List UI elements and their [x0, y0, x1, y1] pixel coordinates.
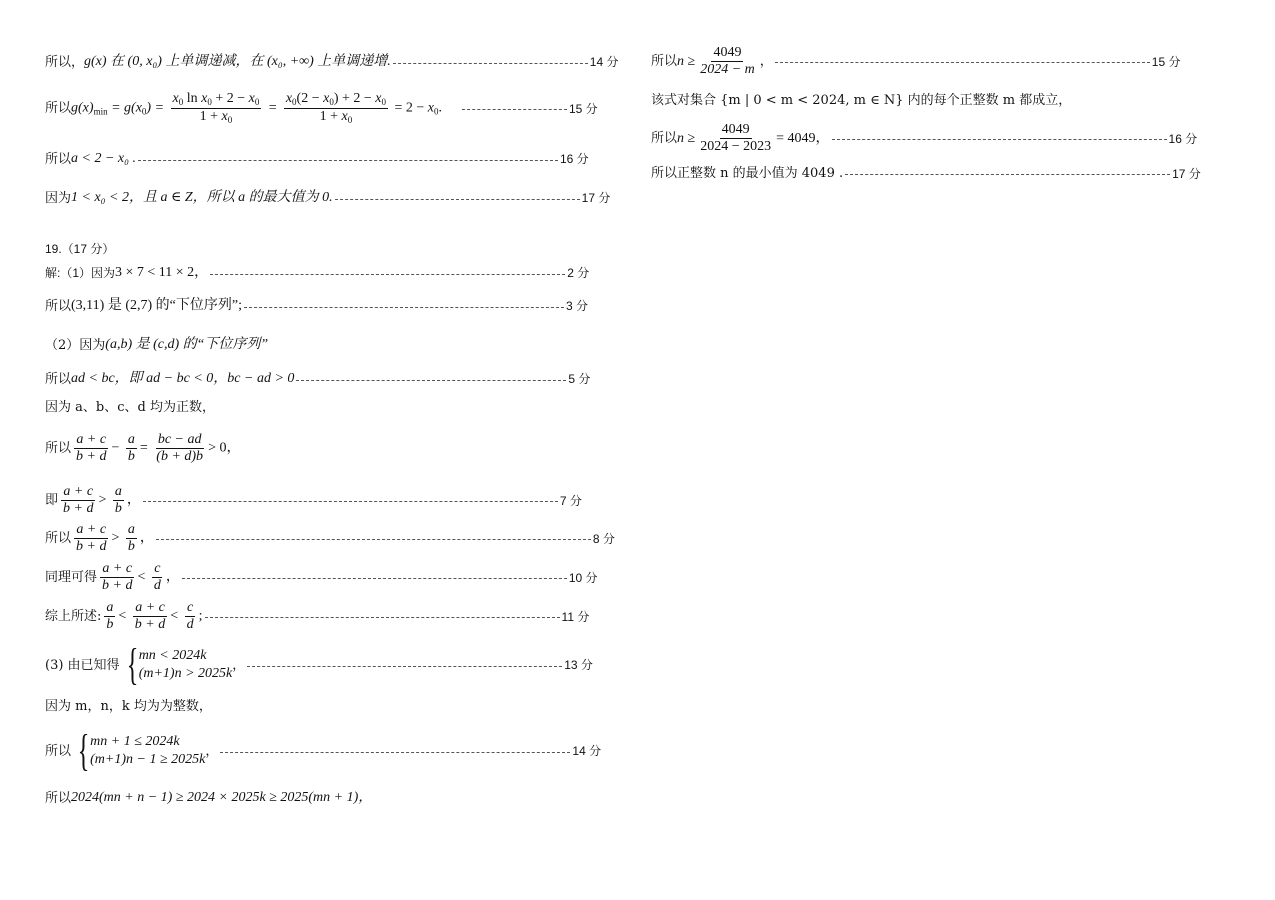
line-lower-seq: [45, 299, 588, 313]
line-text: 即: [45, 493, 59, 508]
line-a-max: [45, 191, 610, 205]
question-19-heading: 19.（17 分）: [45, 242, 115, 256]
line-ineq-1: [45, 485, 582, 516]
math-expr: 3 × 7 < 11 × 2，: [115, 265, 209, 280]
fraction: $\frac{c}{d}$: [186, 600, 194, 632]
line-text: ，: [759, 54, 773, 69]
line-text: 所以，: [45, 54, 85, 70]
math-expr: 1 < x₀ < 2，且 a ∈ Z，所以 a 的最大值为 0.: [71, 190, 333, 205]
math-expr: $\frac{a + c}{b + d}$ > $\frac{a}{b}$ ，: [76, 522, 154, 554]
math-expr: (a,b) 是 (c,d) 的“下位序列”: [105, 337, 269, 352]
system-row: (m+1)n > 2025k: [138, 666, 233, 681]
fraction: $\frac{x_0(2 - x_0) + 2 - x_0}{1 + x_0}$: [285, 91, 386, 125]
line-text: 所以: [45, 298, 72, 314]
line-min-n: [651, 167, 1201, 180]
system-row: mn < 2024k: [138, 648, 207, 663]
line-text: 因为: [45, 190, 72, 206]
fraction: $\frac{a}{b}$: [114, 484, 122, 516]
fraction: $\frac{a + c}{b + d}$: [76, 432, 107, 464]
score-label: 7 分: [559, 493, 582, 508]
dash-leader: [296, 380, 566, 381]
dash-leader: [247, 666, 562, 667]
score-label: 2 分: [567, 266, 590, 280]
math-expr: $\frac{a + c}{b + d}$ − $\frac{a}{b}$ = $\frac{bc - ad}{(b + d)b}$ > 0，: [76, 432, 241, 464]
line-integer-system: 所以 { mn + 1 ≤ 2024k (m+1)n − 1 ≥ 2025k ， 14 分: [45, 726, 602, 775]
line-text: 同理可得: [45, 570, 98, 585]
line-monotonicity: [45, 55, 618, 69]
line-text: 所以: [45, 371, 72, 387]
math-expr: $g(x)_{min} = g(x_0)$ = $\frac{x_0 \ln x_0 + 2 - x_0}{1 + x_0}$ = $\frac{x_0(2 - x_0) + 2 - x_0}{1 + x_0}$ = $2 - x_0$.: [71, 91, 442, 125]
line-text: 所以: [45, 101, 72, 116]
fraction-denominator: 2024 − 2023: [700, 139, 772, 154]
score-label: 14 分: [589, 55, 619, 69]
line-ineq-3: [45, 562, 598, 593]
dash-leader: [775, 62, 1150, 63]
fraction: $\frac{a}{b}$: [127, 432, 135, 464]
math-expr: = 4049，: [776, 130, 830, 146]
dash-leader: [244, 307, 564, 308]
line-text: 所以: [45, 441, 72, 456]
fraction: $\frac{a + c}{b + d}$: [134, 600, 166, 632]
line-text: （2）因为: [45, 337, 106, 353]
dash-leader: [845, 174, 1170, 175]
fraction: $\frac{bc - ad}{(b + d)b}$: [156, 432, 204, 464]
dash-leader: [156, 539, 591, 540]
score-label: 13 分: [564, 658, 593, 672]
dash-leader: [143, 501, 558, 502]
system-brace: { mn + 1 ≤ 2024k (m+1)n − 1 ≥ 2025k: [77, 726, 206, 775]
line-n-bound: [651, 46, 1180, 77]
line-text: 所以: [45, 743, 72, 759]
system-row: mn + 1 ≤ 2024k: [90, 734, 180, 749]
score-label: 5 分: [568, 372, 591, 386]
line-text: 综上所述:: [45, 609, 102, 624]
dash-leader: [205, 617, 560, 618]
score-label: 17 分: [581, 191, 611, 205]
score-label: 10 分: [568, 570, 598, 585]
fraction: [698, 123, 773, 154]
dash-leader: [462, 109, 567, 110]
line-difference: [45, 433, 240, 464]
line-text: 所以: [45, 151, 72, 167]
fraction-numerator: 4049: [713, 45, 742, 60]
score-label: 16 分: [1168, 131, 1198, 146]
score-label: 8 分: [592, 531, 615, 546]
math-expr: a < 2 − x₀ .: [71, 151, 136, 166]
dash-leader: [182, 578, 567, 579]
system-brace: { mn < 2024k (m+1)n > 2025k: [126, 640, 233, 689]
math-expr: (3,11) 是 (2,7) 的“下位序列”;: [71, 298, 242, 313]
score-label: 15 分: [569, 101, 598, 116]
line-gmin: [45, 92, 598, 125]
score-label: 17 分: [1172, 166, 1201, 181]
math-expr: n ≥: [677, 130, 696, 146]
math-expr: g(x) 在 (0, x₀) 上单调递减，在 (x₀, +∞) 上单调递增.: [84, 54, 391, 69]
line-part1: [45, 266, 589, 280]
fraction: $\frac{x_0 \ln x_0 + 2 - x_0}{1 + x_0}$: [172, 91, 260, 125]
line-text: 所以: [651, 131, 678, 146]
fraction: $\frac{a + c}{b + d}$: [76, 522, 107, 554]
line-a-bound: [45, 152, 589, 166]
score-label: 11 分: [561, 609, 590, 624]
score-label: 15 分: [1151, 54, 1181, 69]
dash-leader: [832, 139, 1167, 140]
line-part3: (3) 由已知得 { mn < 2024k (m+1)n > 2025k ， 13 分: [45, 640, 593, 689]
dash-leader: [393, 63, 588, 64]
dash-leader: [210, 274, 565, 275]
fraction: [698, 46, 757, 77]
fraction: $\frac{a}{b}$: [106, 600, 114, 632]
score-label: 16 分: [560, 152, 589, 166]
math-expr: $\frac{a}{b}$ < $\frac{a + c}{b + d}$ < $\frac{c}{d}$ ;: [106, 600, 203, 632]
line-positive: 因为 a、b、c、d 均为正数，: [45, 400, 215, 415]
line-text: 所以: [45, 531, 72, 546]
line-text: 所以: [651, 54, 678, 69]
line-ad-bc: [45, 372, 590, 386]
math-expr: n ≥: [677, 53, 696, 69]
line-text: 所以正整数 n 的最小值为 4049 .: [651, 166, 844, 181]
fraction-numerator: 4049: [721, 122, 750, 137]
line-ineq-2: [45, 523, 615, 554]
dash-leader: [335, 199, 580, 200]
line-text: 所以: [45, 790, 72, 806]
fraction: $\frac{a + c}{b + d}$: [63, 484, 94, 516]
math-expr: 2024(mn + n − 1) ≥ 2024 × 2025k ≥ 2025(mn + 1)，: [71, 790, 373, 805]
score-label: 3 分: [565, 299, 588, 313]
math-expr: $\frac{a + c}{b + d}$ > $\frac{a}{b}$ ，: [63, 484, 141, 516]
line-set-condition: 该式对集合 {m | 0 < m < 2024, m ∈ N} 内的每个正整数 m 都成立，: [651, 93, 1072, 108]
dash-leader: [138, 160, 558, 161]
score-label: 14 分: [572, 744, 602, 758]
math-expr: ad < bc，即 ad − bc < 0，bc − ad > 0: [71, 371, 295, 386]
line-final-chain: [45, 791, 372, 805]
line-text: (3) 由已知得: [45, 657, 120, 673]
fraction: $\frac{a}{b}$: [127, 522, 135, 554]
line-summary: [45, 601, 589, 632]
line-text: 解:（1）因为: [45, 266, 116, 280]
system-row: (m+1)n − 1 ≥ 2025k: [90, 752, 206, 767]
math-expr: $\frac{a + c}{b + d}$ < $\frac{c}{d}$ ，: [102, 561, 180, 593]
fraction: $\frac{c}{d}$: [153, 561, 161, 593]
line-n-4049: [651, 123, 1197, 154]
fraction: $\frac{a + c}{b + d}$: [102, 561, 133, 593]
fraction-denominator: 2024 − m: [700, 62, 755, 77]
line-part2: [45, 338, 268, 352]
line-integers: 因为 m，n，k 均为为整数，: [45, 699, 212, 714]
dash-leader: [220, 752, 570, 753]
